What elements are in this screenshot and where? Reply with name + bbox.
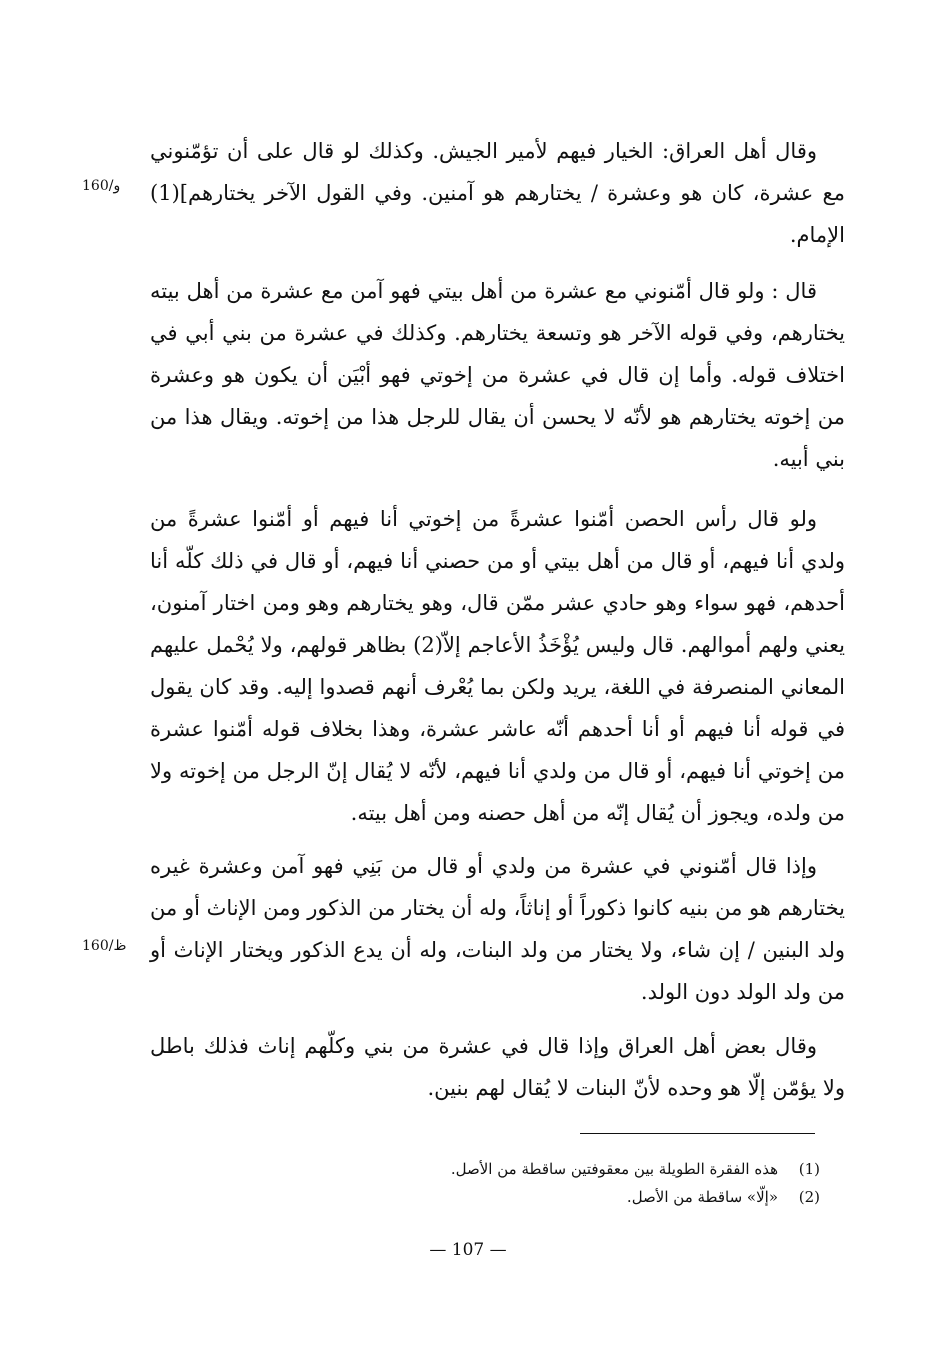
page-number: — 107 —	[429, 1240, 507, 1260]
footnote-text: هذه الفقرة الطويلة بين معقوفتين ساقطة من الأصل.	[450, 1160, 778, 1178]
footnote-2	[300, 1183, 820, 1211]
main-text-5	[150, 1025, 845, 1109]
footnote-number: (1)	[798, 1160, 820, 1178]
main-text	[150, 130, 845, 256]
main-text-4	[150, 845, 845, 1013]
footnote-divider	[580, 1133, 815, 1134]
margin-folio-note-2: 160/ظ	[82, 938, 127, 954]
main-text-3	[150, 498, 845, 834]
footnotes	[300, 1155, 820, 1211]
paragraph-5: وقال بعض أهل العراق وإذا قال في عشرة من بني وكلّهم إناث فذلك باطل ولا يؤمّن إلّا هو وحده لأنّ البنات لا يُقال لهم بنين.	[150, 1034, 845, 1100]
main-text-2	[150, 270, 845, 480]
paragraph-4: وإذا قال أمّنوني في عشرة من ولدي أو قال من بَنِي فهو آمن وعشرة غيره يختارهم هو من بنيه كانوا ذكوراً أو إناثاً، وله أن يختار من الذكور ومن الإناث أو من ولد البنين / إن شاء، ولا يختار من ولد البنات، وله أن يدع الذكور ويختار الإناث أو من ولد الولد دون الولد.	[150, 854, 845, 1004]
footnote-number: (2)	[798, 1188, 820, 1206]
paragraph-2: قال : ولو قال أمّنوني مع عشرة من أهل بيتي فهو آمن مع عشرة من أهل بيته يختارهم، وفي قوله الآخر هو وتسعة يختارهم. وكذلك في عشرة من بني أبي في اختلاف قوله. وأما إن قال في عشرة من إخوتي فهو أبْيَن أن يكون هو وعشرة من إخوته يختارهم هو لأنّه لا يحسن أن يقال للرجل هذا من إخوته. ويقال هذا من بني أبيه.	[150, 279, 845, 471]
footnote-text: «إلّا» ساقطة من الأصل.	[626, 1188, 778, 1206]
footnote-1	[300, 1155, 820, 1183]
margin-folio-note-1: 160/و	[82, 178, 121, 194]
paragraph-3: ولو قال رأس الحصن أمّنوا عشرةً من إخوتي أنا فيهم أو أمّنوا عشرةً من ولدي أنا فيهم، أو قال من أهل بيتي أو من حصني أنا فيهم، أو قال في ذلك كلّه أنا أحدهم، فهو سواء وهو حادي عشر ممّن قال، وهو يختارهم وهو ومن اختار آمنون، يعني ولهم أموالهم. قال وليس يُؤْخَذُ الأعاجم إلاّ(2) بظاهر قولهم، ولا يُحْمل عليهم المعاني المنصرفة في اللغة، يريد ولكن بما يُعْرف أنهم قصدوا إليه. وقد كان يقول في قوله أنا فيهم أو أنا أحدهم أنّه عاشر عشرة، وهذا بخلاف قوله أمّنوا عشرة من إخوتي أنا فيهم، أو قال من ولدي أنا فيهم، لأنّه لا يُقال إنّ الرجل من إخوته ولا من ولده، ويجوز أن يُقال إنّه من أهل حصنه ومن أهل بيته.	[150, 507, 845, 825]
paragraph-1: وقال أهل العراق: الخيار فيهم لأمير الجيش. وكذلك لو قال على أن تؤمّنوني مع عشرة، كان هو وعشرة / يختارهم هو آمنين. وفي القول الآخر يختارهم](1) الإمام.	[150, 139, 845, 247]
